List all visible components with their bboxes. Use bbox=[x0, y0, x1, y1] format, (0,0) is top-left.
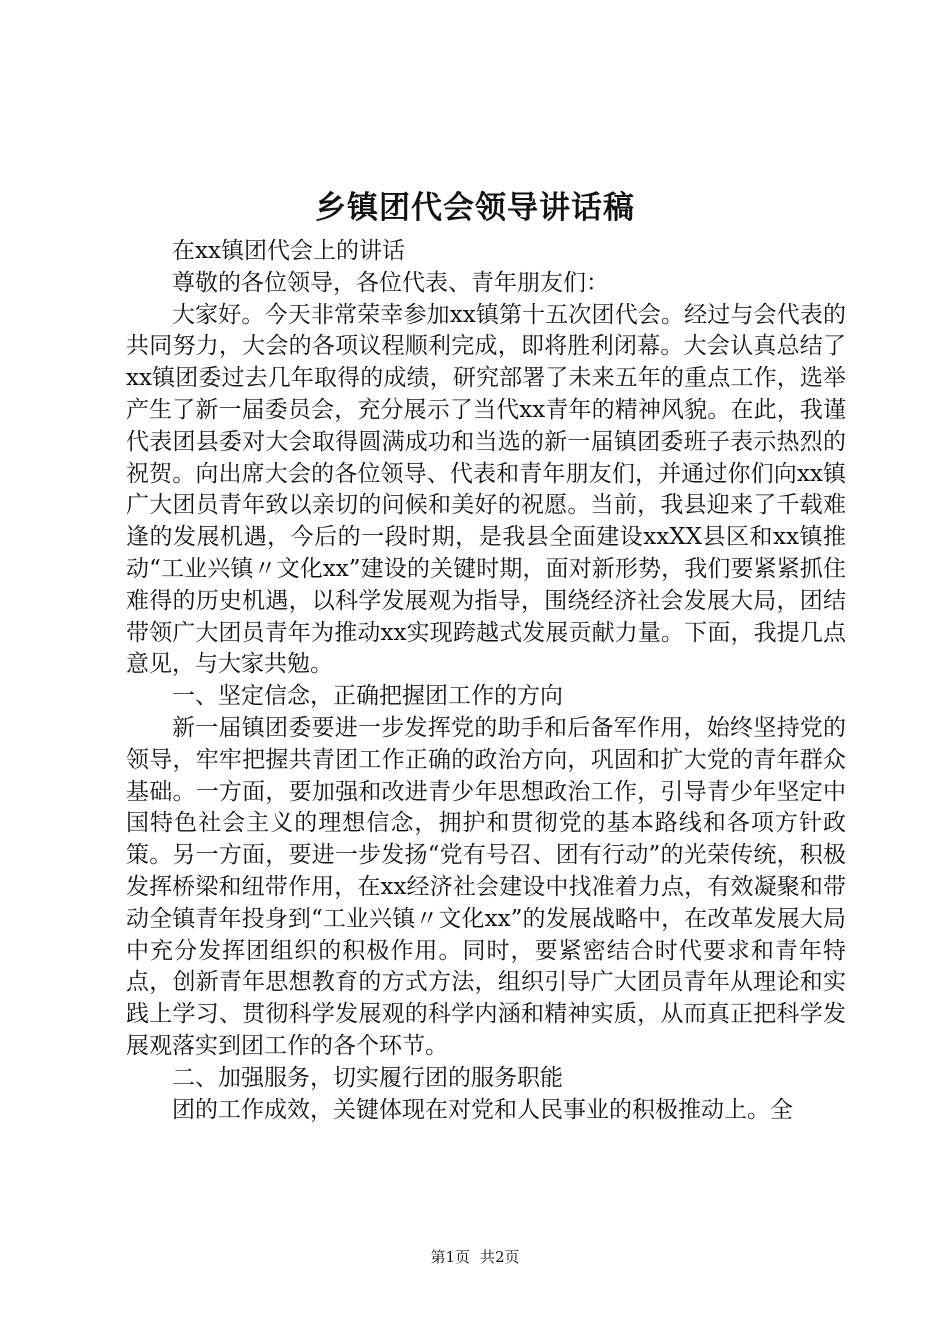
paragraph-section-2: 团的工作成效，关键体现在对党和人民事业的积极推动上。全 bbox=[172, 1096, 793, 1123]
page-footer bbox=[0, 1247, 950, 1267]
page-number: 第1页 bbox=[430, 1248, 470, 1266]
page-total: 共2页 bbox=[480, 1248, 520, 1266]
paragraph-opening: 大家好。今天非常荣幸参加xx镇第十五次团代会。经过与会代表的共同努力，大会的各项议程顺利完成，即将胜利闭幕。大会认真总结了xx镇团委过去几年取得的成绩，研究部署了未来五年的重点工作，选举产生了新一届委员会，充分展示了当代xx青年的精神风貌。在此，我谨代表团县委对大会取得圆满成功和当选的新一届镇团委班子表示热烈的祝贺。向出席大会的各位领导、代表和青年朋友们，并通过你们向xx镇广大团员青年致以亲切的问候和美好的祝愿。当前，我县迎来了千载难逢的发展机遇，今后的一段时期，是我县全面建设xxXX县区和xx镇推动“工业兴镇〃文化xx”建设的关键时期，面对新形势，我们要紧紧抓住难得的历史机遇，以科学发展观为指导，围绕经济社会发展大局，团结带领广大团员青年为推动xx实现跨越式发展贡献力量。下面，我提几点意见，与大家共勉。 bbox=[126, 301, 846, 678]
document-body bbox=[126, 236, 846, 1126]
section-heading-1: 一、坚定信念，正确把握团工作的方向 bbox=[172, 683, 563, 710]
paragraph-section-1: 新一届镇团委要进一步发挥党的助手和后备军作用，始终坚持党的领导，牢牢把握共青团工作正确的政治方向，巩固和扩大党的青年群众基础。一方面，要加强和改进青少年思想政治工作，引导青少年坚定中国特色社会主义的理想信念，拥护和贯彻党的基本路线和各项方针政策。另一方面，要进一步发扬“党有号召、团有行动”的光荣传统，积极发挥桥梁和纽带作用，在xx经济社会建设中找准着力点，有效凝聚和带动全镇青年投身到“工业兴镇〃文化xx”的发展战略中，在改革发展大局中充分发挥团组织的积极作用。同时，要紧密结合时代要求和青年特点，创新青年思想教育的方式方法，组织引导广大团员青年从理论和实践上学习、贯彻科学发展观的科学内涵和精神实质，从而真正把科学发展观落实到团工作的各个环节。 bbox=[126, 714, 846, 1059]
document-title: 乡镇团代会领导讲话稿 bbox=[315, 190, 635, 226]
paragraph-salutation: 尊敬的各位领导，各位代表、青年朋友们： bbox=[172, 269, 609, 296]
section-heading-2: 二、加强服务，切实履行团的服务职能 bbox=[172, 1064, 563, 1091]
paragraph-occasion: 在xx镇团代会上的讲话 bbox=[172, 238, 405, 264]
